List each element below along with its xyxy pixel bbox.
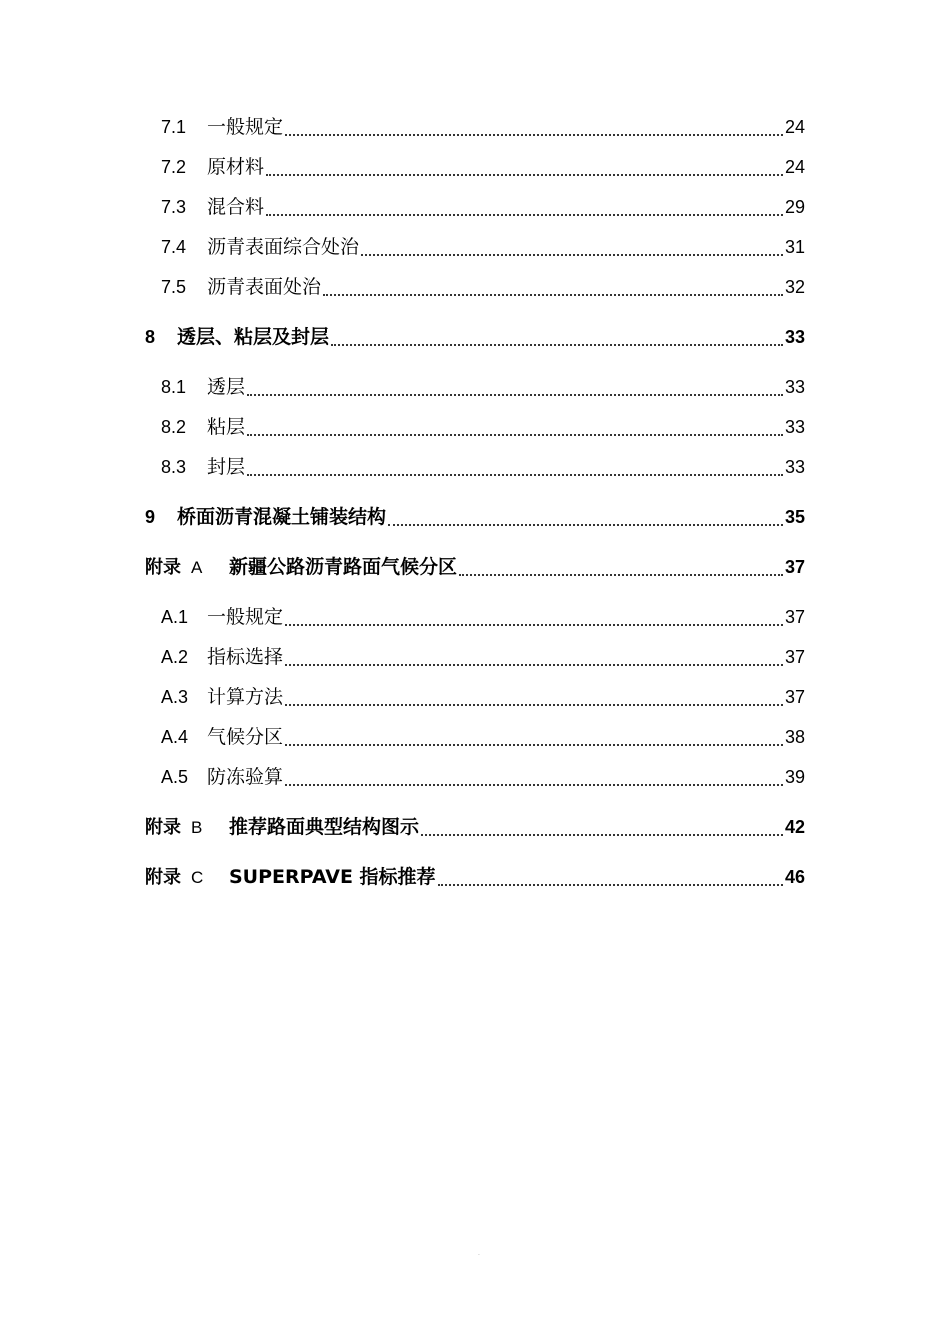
toc-appendix-a[interactable]	[145, 553, 805, 581]
toc-appendix-c[interactable]	[145, 863, 805, 891]
footer-mark: .	[478, 1250, 480, 1257]
toc-number: 7.3	[161, 197, 187, 217]
toc-page-number: 31	[784, 237, 805, 257]
toc-title: 封层	[207, 456, 246, 478]
toc-number: A.4	[161, 727, 189, 747]
toc-page-number: 33	[784, 377, 805, 397]
toc-number: 8	[145, 327, 156, 347]
toc-entry-a-3[interactable]	[161, 683, 805, 711]
toc-number: 7.2	[161, 157, 187, 177]
toc-leader-dots	[285, 113, 783, 141]
toc-entry-7-5[interactable]	[161, 273, 805, 301]
toc-entry-a-4[interactable]	[161, 723, 805, 751]
toc-number: A.3	[161, 687, 189, 707]
toc-page-number: 24	[784, 157, 805, 177]
toc-leader-dots	[459, 553, 783, 581]
toc-leader-dots	[331, 323, 783, 351]
toc-leader-dots	[285, 723, 783, 751]
toc-page-number: 33	[784, 327, 805, 347]
toc-number: 7.5	[161, 277, 187, 297]
toc-entry-7-3[interactable]	[161, 193, 805, 221]
toc-number	[145, 813, 229, 842]
toc-entry-7-4[interactable]	[161, 233, 805, 261]
toc-leader-dots	[388, 503, 783, 531]
toc-page-number: 37	[784, 607, 805, 627]
toc-leader-dots	[285, 683, 783, 711]
toc-leader-dots	[285, 763, 783, 791]
toc-title: 沥青表面处治	[207, 276, 322, 298]
toc-leader-dots	[285, 643, 783, 671]
toc-number: 8.3	[161, 457, 187, 477]
toc-leader-dots	[285, 603, 783, 631]
toc-leader-dots	[323, 273, 783, 301]
toc-leader-dots	[361, 233, 783, 261]
toc-number: 8.1	[161, 377, 187, 397]
toc-page-number: 46	[784, 867, 805, 887]
toc-title: 透层	[207, 376, 246, 398]
toc-title: SUPERPAVE 指标推荐	[229, 866, 436, 888]
toc-page-number: 38	[784, 727, 805, 747]
toc-page-number: 39	[784, 767, 805, 787]
toc-number	[145, 863, 229, 892]
toc-title: 透层、粘层及封层	[177, 326, 330, 348]
toc-page-number: 37	[784, 687, 805, 707]
toc-leader-dots	[247, 453, 783, 481]
toc-title: 原材料	[207, 156, 265, 178]
appendix-letter: C	[191, 868, 204, 887]
toc-page-number: 35	[784, 507, 805, 527]
toc-page-number: 29	[784, 197, 805, 217]
toc-number	[145, 553, 229, 582]
toc-page-number: 24	[784, 117, 805, 137]
toc-title: 一般规定	[207, 606, 284, 628]
toc-leader-dots	[247, 413, 783, 441]
toc-number: 7.4	[161, 237, 187, 257]
appendix-prefix: 附录	[145, 817, 181, 837]
toc-page-number: 37	[784, 557, 805, 577]
toc-title: 防冻验算	[207, 766, 284, 788]
toc-title: 计算方法	[207, 686, 284, 708]
toc-entry-a-2[interactable]	[161, 643, 805, 671]
toc-number: 8.2	[161, 417, 187, 437]
toc-entry-8-3[interactable]	[161, 453, 805, 481]
toc-number: A.1	[161, 607, 189, 627]
toc-leader-dots	[266, 193, 783, 221]
toc-title: 气候分区	[207, 726, 284, 748]
toc-chapter-9[interactable]	[145, 503, 805, 531]
toc-entry-8-1[interactable]	[161, 373, 805, 401]
toc-title: 推荐路面典型结构图示	[229, 816, 420, 838]
toc-title: 指标选择	[207, 646, 284, 668]
toc-title: 桥面沥青混凝土铺装结构	[177, 506, 387, 528]
toc-title: 沥青表面综合处治	[207, 236, 360, 258]
toc-number: 7.1	[161, 117, 187, 137]
appendix-letter: B	[191, 818, 203, 837]
toc-appendix-b[interactable]	[145, 813, 805, 841]
toc-title: 新疆公路沥青路面气候分区	[229, 556, 458, 578]
toc-title: 混合料	[207, 196, 265, 218]
toc-chapter-8[interactable]	[145, 323, 805, 351]
toc-title: 粘层	[207, 416, 246, 438]
appendix-letter: A	[191, 558, 203, 577]
toc-leader-dots	[266, 153, 783, 181]
toc-entry-a-1[interactable]	[161, 603, 805, 631]
toc-page-number: 32	[784, 277, 805, 297]
appendix-prefix: 附录	[145, 557, 181, 577]
toc-page-number: 42	[784, 817, 805, 837]
toc-leader-dots	[438, 863, 783, 891]
toc-leader-dots	[421, 813, 783, 841]
toc-entry-8-2[interactable]	[161, 413, 805, 441]
toc-number: 9	[145, 507, 156, 527]
toc-title: 一般规定	[207, 116, 284, 138]
toc-number: A.5	[161, 767, 189, 787]
toc-page-number: 33	[784, 417, 805, 437]
toc-entry-7-1[interactable]	[161, 113, 805, 141]
appendix-prefix: 附录	[145, 867, 181, 887]
toc-leader-dots	[247, 373, 783, 401]
toc-page-number: 37	[784, 647, 805, 667]
toc-page-number: 33	[784, 457, 805, 477]
toc-number: A.2	[161, 647, 189, 667]
toc-entry-7-2[interactable]	[161, 153, 805, 181]
toc-entry-a-5[interactable]	[161, 763, 805, 791]
